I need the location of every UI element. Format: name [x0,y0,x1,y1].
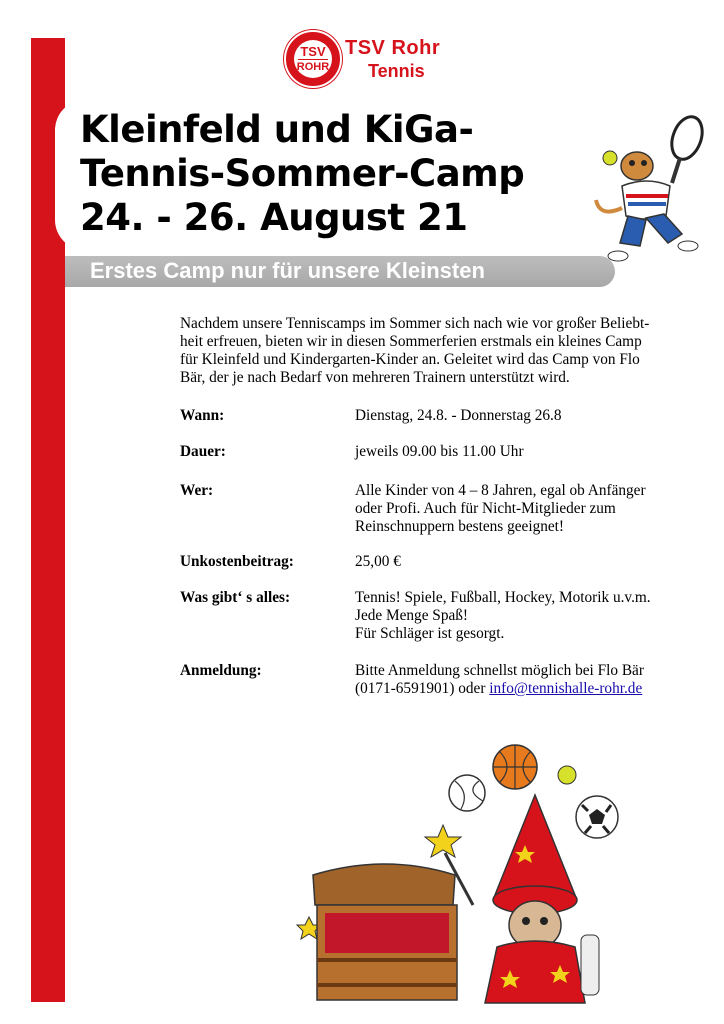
info-table [180,407,700,698]
alles-line-2: Jede Menge Spaß! [355,607,468,624]
info-label-alles: Was gibt‘ s alles: [180,589,291,606]
email-link[interactable]: info@tennishalle-rohr.de [489,680,643,697]
logo-text-rohr: ROHR [296,61,330,73]
tennis-mascot-icon [592,108,712,268]
wizard-illustration [285,735,625,1010]
info-label-dauer: Dauer: [180,443,226,460]
info-value-kosten [355,553,700,571]
intro-line-3: für Kleinfeld und Kindergarten-Kinder an. Geleitet wird das Camp von Flo [180,351,640,368]
brand-name: TSV Rohr [345,37,441,59]
info-value-wann [355,407,700,425]
wer-line-1: Alle Kinder von 4 – 8 Jahren, egal ob Anfänger [355,482,646,499]
info-row-dauer [180,443,700,461]
title-line-2: Tennis-Sommer-Camp [80,152,525,195]
wann-line-1: Dienstag, 24.8. - Donnerstag 26.8 [355,407,562,424]
anmeldung-phone: (0171-6591901) oder [355,680,490,697]
intro-line-4: Bär, der je nach Bedarf von mehreren Trainern unterstützt wird. [180,369,570,386]
basketball-icon [493,745,537,789]
volleyball-icon [449,775,485,811]
info-row-anmeldung [180,662,700,698]
dauer-line-1: jeweils 09.00 bis 11.00 Uhr [355,443,524,460]
info-value-wer [355,482,700,536]
logo-text-tsv: TSV [298,44,328,60]
brand-subname: Tennis [368,61,425,81]
alles-line-3: Für Schläger ist gesorgt. [355,625,505,642]
kosten-line-1: 25,00 € [355,553,401,570]
page-title [80,108,524,240]
info-label-wer: Wer: [180,482,214,499]
alles-line-1: Tennis! Spiele, Fußball, Hockey, Motorik u.v.m. [355,589,651,606]
info-label-kosten: Unkostenbeitrag: [180,553,294,570]
info-row-wann [180,407,700,425]
logo-inner [294,40,332,78]
intro-line-1: Nachdem unsere Tenniscamps im Sommer sich nach wie vor großer Beliebt- [180,315,650,332]
subtitle: Erstes Camp nur für unsere Kleinsten [90,258,485,283]
intro-line-2: heit erfreuen, bieten wir in diesen Sommerferien erstmals ein kleines Camp [180,333,642,350]
soccer-ball-icon [576,796,618,838]
title-line-3: 24. - 26. August 21 [80,196,468,239]
tennis-ball-icon [558,766,576,784]
info-row-kosten [180,553,700,571]
info-row-wer [180,482,700,536]
title-line-1: Kleinfeld und KiGa- [80,108,474,151]
info-value-anmeldung [355,662,700,698]
anmeldung-line-2 [355,680,700,698]
wer-line-3: Reinschnuppern bestens geeignet! [355,518,564,535]
info-value-alles [355,589,700,643]
info-value-dauer [355,443,700,461]
treasure-chest-icon [313,864,457,1000]
anmeldung-line-1: Bitte Anmeldung schnellst möglich bei Flo Bär [355,662,644,679]
wer-line-2: oder Profi. Auch für Nicht-Mitglieder zum [355,500,616,517]
intro-paragraph [180,315,710,387]
info-label-wann: Wann: [180,407,225,424]
info-label-anmeldung: Anmeldung: [180,662,262,679]
info-row-alles [180,589,700,643]
tsv-rohr-logo-icon [284,30,342,88]
